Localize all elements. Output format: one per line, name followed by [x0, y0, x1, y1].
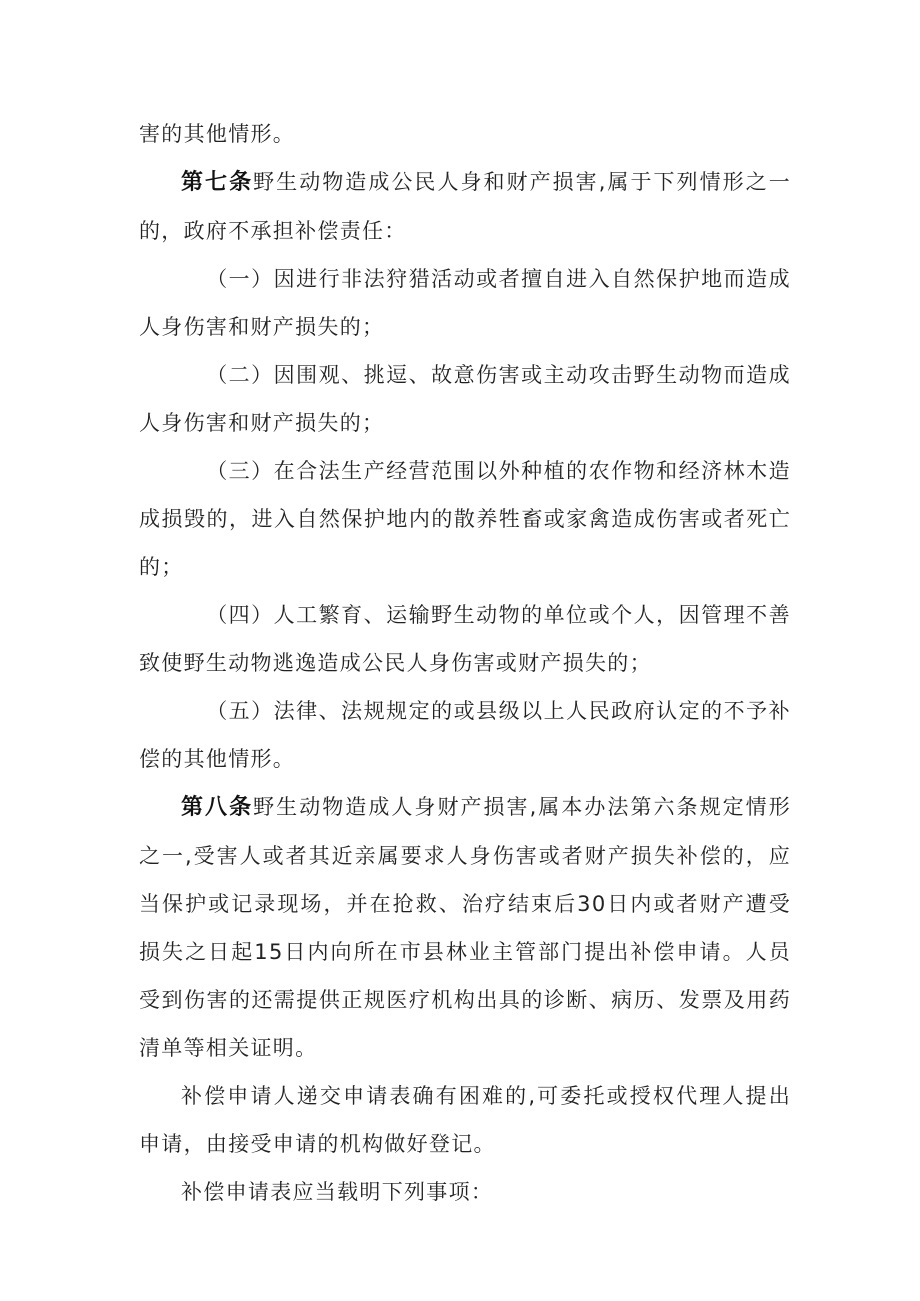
item-text: （三）在合法生产经营范围以外种植的农作物和经济林木造成损毁的，进入自然保护地内的散养牲畜或家禽造成伤害或者死亡的； — [139, 459, 791, 579]
article-7-text: 野生动物造成公民人身和财产损害,属于下列情形之一的，政府不承担补偿责任： — [139, 170, 791, 243]
paragraph-text: 害的其他情形。 — [139, 122, 296, 146]
article-8 — [139, 783, 791, 1072]
article-7-item-3 — [139, 447, 791, 591]
paragraph-application-form — [139, 1168, 791, 1216]
paragraph-text: 补偿申请人递交申请表确有困难的,可委托或授权代理人提出申请，由接受申请的机构做好登记。 — [139, 1084, 791, 1156]
item-text: （五）法律、法规规定的或县级以上人民政府认定的不予补偿的其他情形。 — [139, 699, 791, 771]
item-text: （二）因围观、挑逗、故意伤害或主动攻击野生动物而造成人身伤害和财产损失的； — [139, 363, 791, 435]
article-7-heading: 第七条 — [181, 170, 254, 195]
paragraph-continuation — [139, 110, 791, 158]
article-8-text: 野生动物造成人身财产损害,属本办法第六条规定情形之一,受害人或者其近亲属要求人身伤害或者财产损失补偿的，应当保护或记录现场，并在抢救、治疗结束后30日内或者财产遭受损失之日起15日内向所在市县林业主管部门提出补偿申请。人员受到伤害的还需提供正规医疗机构出具的诊断、病历、发票及用药清单等相关证明。 — [139, 795, 791, 1060]
article-7-item-5 — [139, 687, 791, 783]
article-7-item-2 — [139, 351, 791, 447]
paragraph-proxy-application — [139, 1072, 791, 1168]
article-7 — [139, 158, 791, 255]
item-text: （一）因进行非法狩猎活动或者擅自进入自然保护地而造成人身伤害和财产损失的； — [139, 267, 791, 339]
article-7-item-1 — [139, 255, 791, 351]
item-text: （四）人工繁育、运输野生动物的单位或个人，因管理不善致使野生动物逃逸造成公民人身伤害或财产损失的； — [139, 603, 791, 675]
document-body — [139, 110, 791, 1216]
paragraph-text: 补偿申请表应当载明下列事项： — [181, 1180, 494, 1204]
article-8-heading: 第八条 — [181, 795, 254, 820]
article-7-item-4 — [139, 591, 791, 687]
